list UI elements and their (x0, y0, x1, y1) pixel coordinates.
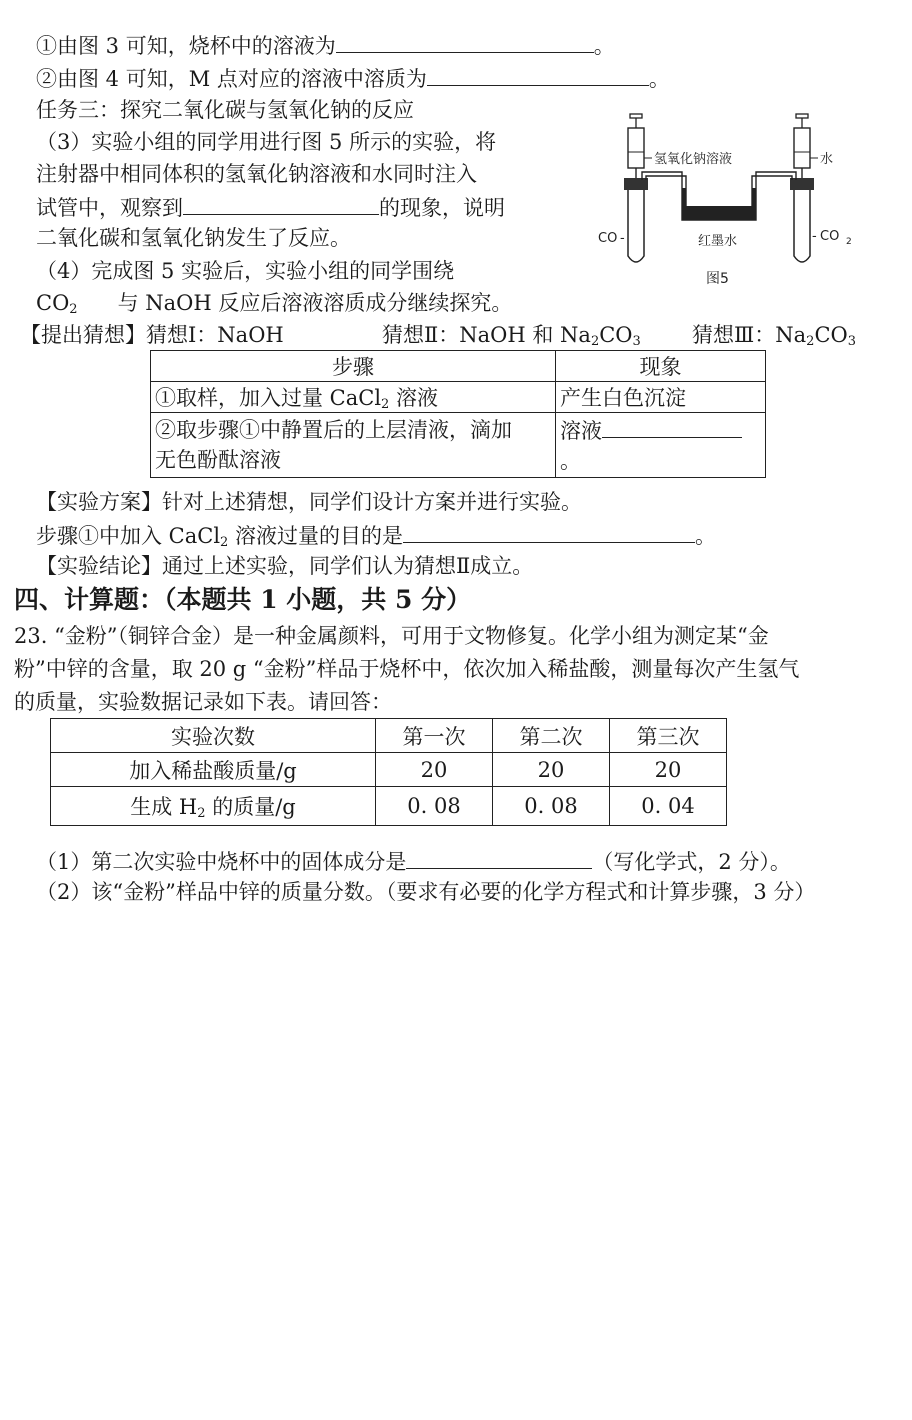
subquestion-2: （2）该“金粉”样品中锌的质量分数。（要求有必要的化学方程式和计算步骤，3 分） (36, 880, 816, 904)
experiment-steps-table (150, 350, 766, 478)
table-cell: 20 (610, 753, 727, 787)
q23-line-3: 的质量，实验数据记录如下表。请回答： (14, 690, 392, 714)
figure-5-apparatus (590, 108, 890, 300)
left-test-tube-icon (628, 190, 644, 262)
question-text: 的现象，说明 (379, 196, 505, 220)
table-header-row (51, 719, 727, 753)
answer-blank[interactable] (602, 415, 742, 438)
part3-line-a: （3）实验小组的同学用进行图 5 所示的实验，将 (36, 130, 497, 154)
q23-line-1: 23. “金粉”（铜锌合金）是一种金属颜料，可用于文物修复。化学小组为测定某“金 (14, 624, 769, 648)
purpose-line: 步骤①中加入 CaCl$_2$ 溶液过量的目的是 。 (36, 520, 716, 550)
plan-line: 【实验方案】针对上述猜想，同学们设计方案并进行实验。 (36, 490, 582, 514)
q23-line-2: 粉”中锌的含量，取 20 g “金粉”样品于烧杯中，依次加入稀盐酸，测量每次产生氢气 (14, 657, 800, 681)
table-header-row (151, 351, 766, 382)
svg-text:-: - (620, 231, 625, 246)
subscript: 2 (69, 302, 78, 317)
answer-blank[interactable] (406, 846, 592, 869)
question-line-2 (36, 63, 670, 93)
step-cell: ①取样，加入过量 CaCl$_2$ 溶液 (151, 382, 556, 413)
question-text: 试管中，观察到 (36, 196, 183, 220)
u-tube-icon (642, 172, 796, 220)
guess-line (20, 321, 284, 349)
table-row (151, 382, 766, 413)
naoh-solution-label: 氢氧化钠溶液 (654, 152, 733, 167)
guess-1: 猜想Ⅰ：NaOH (146, 323, 284, 347)
guess-tag: 【提出猜想】 (20, 323, 146, 347)
left-stopper-icon (624, 178, 648, 190)
period: 。 (593, 34, 615, 58)
table-cell: 20 (493, 753, 610, 787)
table-row (51, 787, 727, 826)
table-header: 第三次 (610, 719, 727, 753)
conclusion-line: 【实验结论】通过上述实验，同学们认为猜想Ⅱ成立。 (36, 554, 534, 578)
guess-2: 猜想Ⅱ：NaOH 和 $Na_2CO_3$ (382, 323, 641, 349)
part3-line-d: 二氧化碳和氢氧化钠发生了反应。 (36, 226, 351, 250)
task-three-heading: 任务三：探究二氧化碳与氢氧化钠的反应 (36, 98, 414, 122)
part3-line-b: 注射器中相同体积的氢氧化钠溶液和水同时注入 (36, 162, 477, 186)
formula-co2: CO (36, 291, 70, 315)
answer-blank[interactable] (183, 192, 379, 215)
period: 。 (648, 67, 670, 91)
co2-right-label: CO (820, 229, 840, 244)
co2-left-label: CO (598, 231, 618, 246)
subquestion-1: （1）第二次实验中烧杯中的固体成分是 （写化学式，2 分）。 (36, 846, 791, 876)
table-cell: 0. 08 (493, 787, 610, 826)
right-syringe-icon (794, 114, 810, 180)
right-test-tube-icon (794, 190, 810, 262)
table-header: 第二次 (493, 719, 610, 753)
table-header: 实验次数 (51, 719, 376, 753)
section-four-title: 四、计算题：（本题共 1 小题，共 5 分） (14, 585, 472, 614)
answer-blank[interactable] (336, 30, 594, 53)
question-line-1 (36, 30, 615, 60)
water-label: 水 (820, 152, 834, 167)
table-row (51, 753, 727, 787)
question-text: ②由图 4 可知，M 点对应的溶液中溶质为 (36, 67, 427, 91)
figure-caption: 图5 (706, 271, 729, 287)
co2-subscript: 2 (846, 237, 852, 247)
row-label: 加入稀盐酸质量/g (51, 753, 376, 787)
part3-line-c (36, 192, 505, 222)
table-header: 第一次 (376, 719, 493, 753)
table-cell: 0. 04 (610, 787, 727, 826)
question-text: ①由图 3 可知，烧杯中的溶液为 (36, 34, 336, 58)
part4-line-a: （4）完成图 5 实验后，实验小组的同学围绕 (36, 259, 455, 283)
observation-cell: 溶液。 (556, 413, 766, 478)
answer-blank[interactable] (427, 63, 649, 86)
table-header: 步骤 (151, 351, 556, 382)
table-cell: 0. 08 (376, 787, 493, 826)
left-syringe-icon (628, 114, 644, 180)
table-row (151, 413, 766, 478)
part4-line-b (36, 289, 512, 317)
svg-text:-: - (812, 229, 817, 244)
table-header: 现象 (556, 351, 766, 382)
guess-3: 猜想Ⅲ：$Na_2CO_3$ (692, 323, 857, 349)
red-ink-label: 红墨水 (698, 234, 738, 249)
observation-cell: 产生白色沉淀 (556, 382, 766, 413)
question-text: 与 NaOH 反应后溶液溶质成分继续探究。 (117, 291, 513, 315)
step-cell: ②取步骤①中静置后的上层清液，滴加 无色酚酞溶液 (151, 413, 556, 478)
table-cell: 20 (376, 753, 493, 787)
experiment-data-table (50, 718, 727, 826)
right-stopper-icon (790, 178, 814, 190)
row-label: 生成 $H_2$ 的质量/g (51, 787, 376, 826)
answer-blank[interactable] (403, 520, 695, 543)
